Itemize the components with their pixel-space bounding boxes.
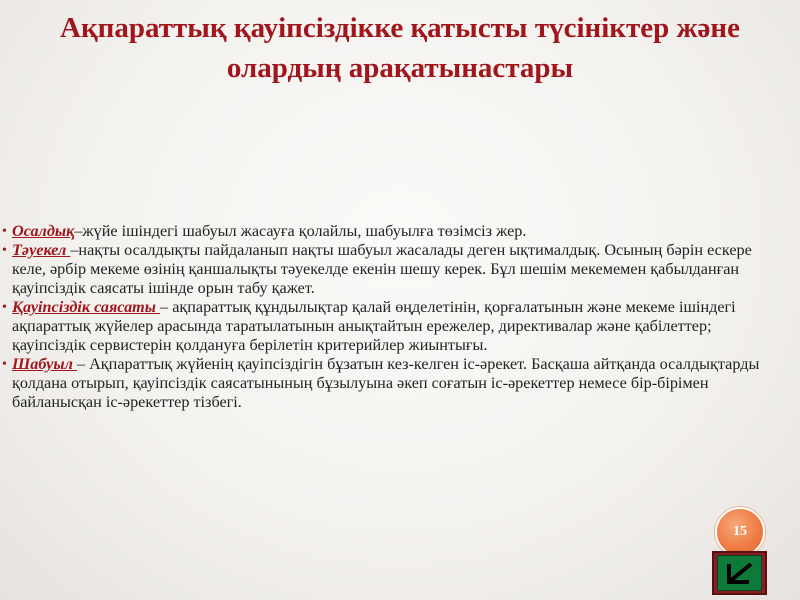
definition-item-attack: [2, 355, 774, 412]
definition-attack: – Ақпараттық жүйенің қауіпсіздігін бұзатын кез-келген іс-әрекет. Басқаша айтқанда осалдықтарды қолдана отырып, қауіпсіздік саясатынының бұзылуына әкеп соғатын іс-әрекеттер немесе бір-бірімен байланысқан іс-әрекеттер тізбегі.: [12, 355, 760, 411]
definitions-list: [2, 222, 774, 412]
term-security-policy: Қауіпсіздік саясаты: [12, 298, 161, 316]
slide-title: [20, 8, 780, 88]
definition-item-vulnerability: [2, 222, 774, 241]
term-vulnerability: Осалдық: [12, 222, 75, 240]
definition-security-policy: – ақпараттық құндылықтар қалай өңделетінін, қорғалатынын және мекеме ішіндегі ақпараттық жүйелер арасында таратылатынын анықтайтын ережелер, директивалар және қабілеттер; қауіпсіздік сервистерін қолдануға берілетін критерийлер жиынтығы.: [12, 298, 736, 354]
page-number-badge: [715, 507, 765, 557]
bullet-icon: •: [2, 243, 7, 258]
slide-title-line-1: Ақпараттық қауіпсіздікке қатысты түсініктер және: [60, 12, 740, 44]
definition-risk: –нақты осалдықты пайдаланып нақты шабуыл жасалады деген ықтималдық. Осының бәрін ескере келе, әрбір мекеме өзінің қаншалықты тәуекелде екенін шешу керек. Бұл шешім мекемемен қабылданған қауіпсіздік саясаты ішінде орын табу қажет.: [12, 241, 752, 297]
return-button[interactable]: [712, 551, 767, 595]
return-arrow-icon: [725, 560, 755, 586]
definition-item-security-policy: [2, 298, 774, 355]
bullet-icon: •: [2, 224, 7, 239]
slide-title-line-2: олардың арақатынастары: [226, 52, 574, 84]
page-number: 15: [733, 524, 747, 539]
bullet-icon: •: [2, 300, 7, 315]
return-button-face[interactable]: [717, 555, 762, 591]
term-risk: Тәуекел: [12, 241, 71, 259]
definition-vulnerability: –жүйе ішіндегі шабуыл жасауға қолайлы, шабуылға төзімсіз жер.: [74, 222, 527, 240]
term-attack: Шабуыл: [12, 355, 77, 373]
bullet-icon: •: [2, 357, 7, 372]
definition-item-risk: [2, 241, 774, 298]
